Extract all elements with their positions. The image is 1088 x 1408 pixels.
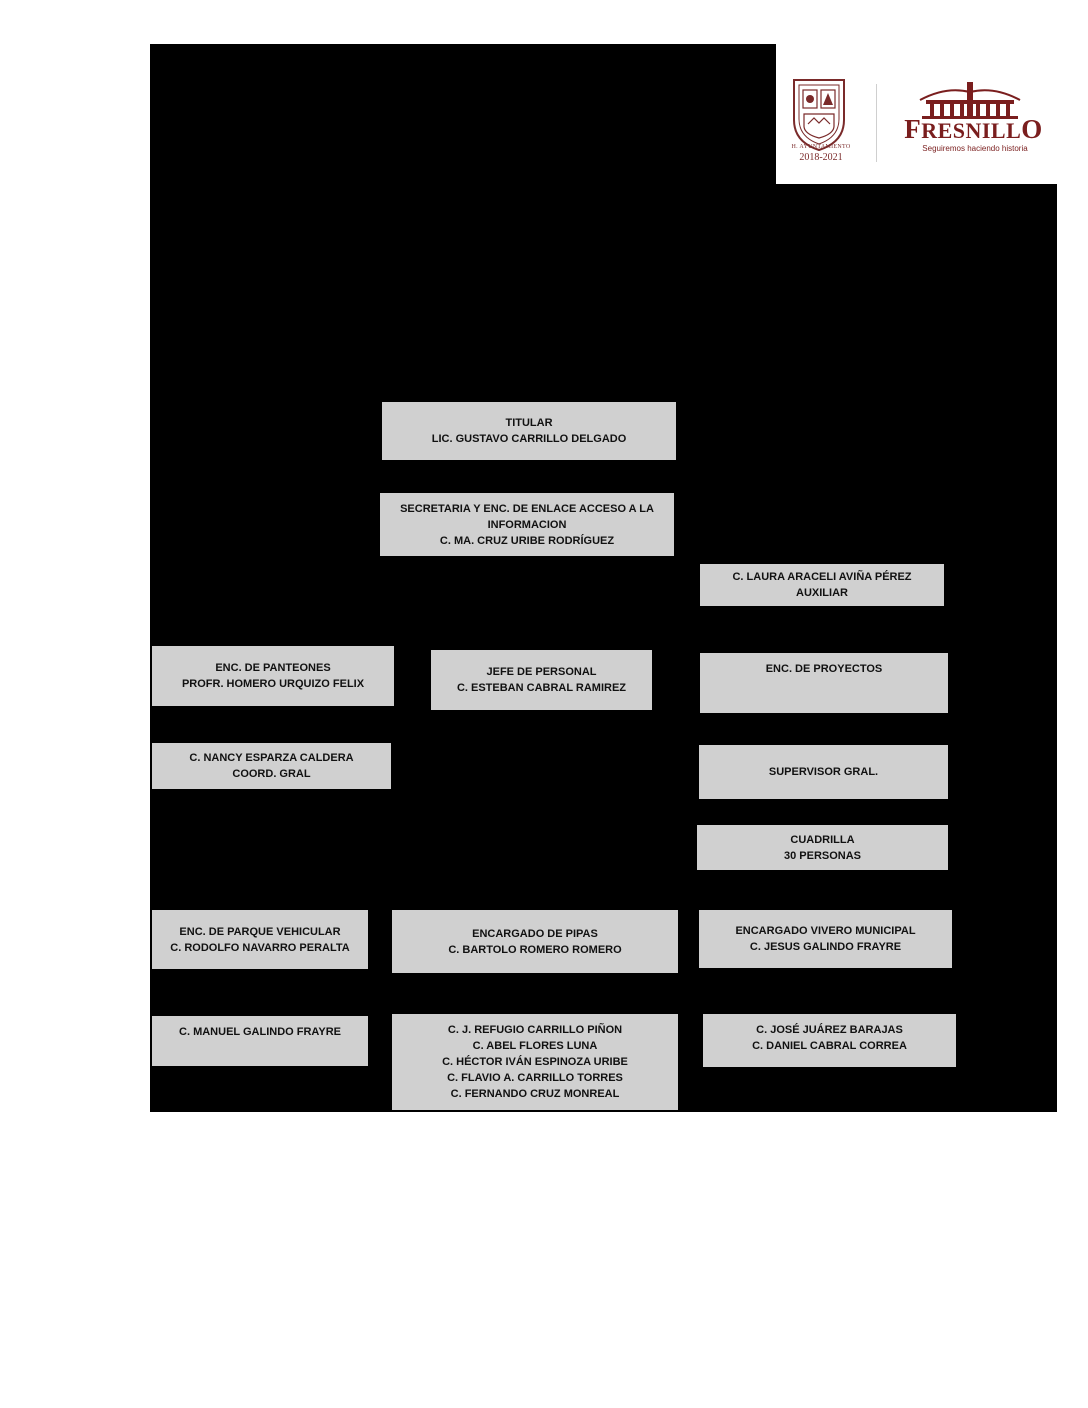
box-line: C. ESTEBAN CABRAL RAMIREZ (456, 682, 627, 694)
box-line: C. J. REFUGIO CARRILLO PIÑON (447, 1024, 623, 1036)
galindo-box (152, 1016, 368, 1066)
box-line: JEFE DE PERSONAL (486, 666, 597, 678)
box-line: 30 PERSONAS (783, 849, 862, 862)
box-line: ENC. DE PANTEONES (215, 662, 331, 674)
secretaria-box (380, 493, 674, 556)
vivero-box (699, 910, 952, 968)
parque-vehicular-box (152, 910, 368, 969)
coord-gral-box (152, 743, 391, 789)
cuadrilla-box (697, 825, 948, 870)
supervisor-box (699, 745, 948, 799)
box-line: C. NANCY ESPARZA CALDERA (189, 752, 354, 764)
box-line: C. RODOLFO NAVARRO PERALTA (170, 941, 350, 954)
header-logos (776, 44, 1057, 184)
box-line: C. ABEL FLORES LUNA (472, 1040, 598, 1052)
box-line: TITULAR (505, 417, 553, 429)
box-line: ENCARGADO VIVERO MUNICIPAL (735, 925, 916, 937)
box-line: C. HÉCTOR IVÁN ESPINOZA URIBE (442, 1056, 628, 1068)
panteones-box (152, 646, 394, 706)
brand-tagline: Seguiremos haciendo historia (922, 144, 1028, 153)
ayuntamiento-label: H. AYUNTAMIENTO (791, 144, 851, 150)
municipal-seal-icon (788, 76, 850, 152)
proyectos-box (700, 653, 948, 713)
box-line: C. MANUEL GALINDO FRAYRE (179, 1026, 341, 1038)
box-line: SUPERVISOR GRAL. (768, 766, 879, 778)
box-line: CUADRILLA (790, 833, 855, 846)
box-line: AUXILIAR (796, 587, 848, 599)
pipas-box (392, 910, 678, 973)
period-label: 2018-2021 (799, 152, 843, 163)
box-line: PROFR. HOMERO URQUIZO FELIX (181, 678, 365, 690)
box-line: ENCARGADO DE PIPAS (472, 927, 598, 940)
box-line: C. LAURA ARACELI AVIÑA PÉREZ (732, 571, 912, 583)
auxiliar-box (700, 564, 944, 606)
box-line: ENC. DE PARQUE VEHICULAR (179, 925, 341, 938)
box-line: C. FERNANDO CRUZ MONREAL (450, 1088, 620, 1100)
box-line: C. JESUS GALINDO FRAYRE (749, 941, 902, 953)
logo-divider (876, 84, 877, 162)
vivero-staff-box (703, 1014, 956, 1067)
box-line: SECRETARIA Y ENC. DE ENLACE ACCESO A LA INFORMACION (400, 502, 654, 531)
box-line: LIC. GUSTAVO CARRILLO DELGADO (431, 433, 627, 445)
box-line: C. JOSÉ JUÁREZ BARAJAS (756, 1024, 903, 1036)
box-line: ENC. DE PROYECTOS (765, 663, 883, 675)
jefe-personal-box (431, 650, 652, 710)
box-line: C. BARTOLO ROMERO ROMERO (448, 943, 622, 956)
pipas-staff-box (392, 1014, 678, 1110)
box-line: C. DANIEL CABRAL CORREA (752, 1040, 907, 1052)
box-line: C. FLAVIO A. CARRILLO TORRES (447, 1072, 623, 1084)
fresnillo-wordmark: FRESNILLO (904, 114, 1043, 144)
box-line: COORD. GRAL (232, 768, 311, 780)
titular-box (382, 402, 676, 460)
box-line: C. MA. CRUZ URIBE RODRÍGUEZ (439, 534, 615, 547)
